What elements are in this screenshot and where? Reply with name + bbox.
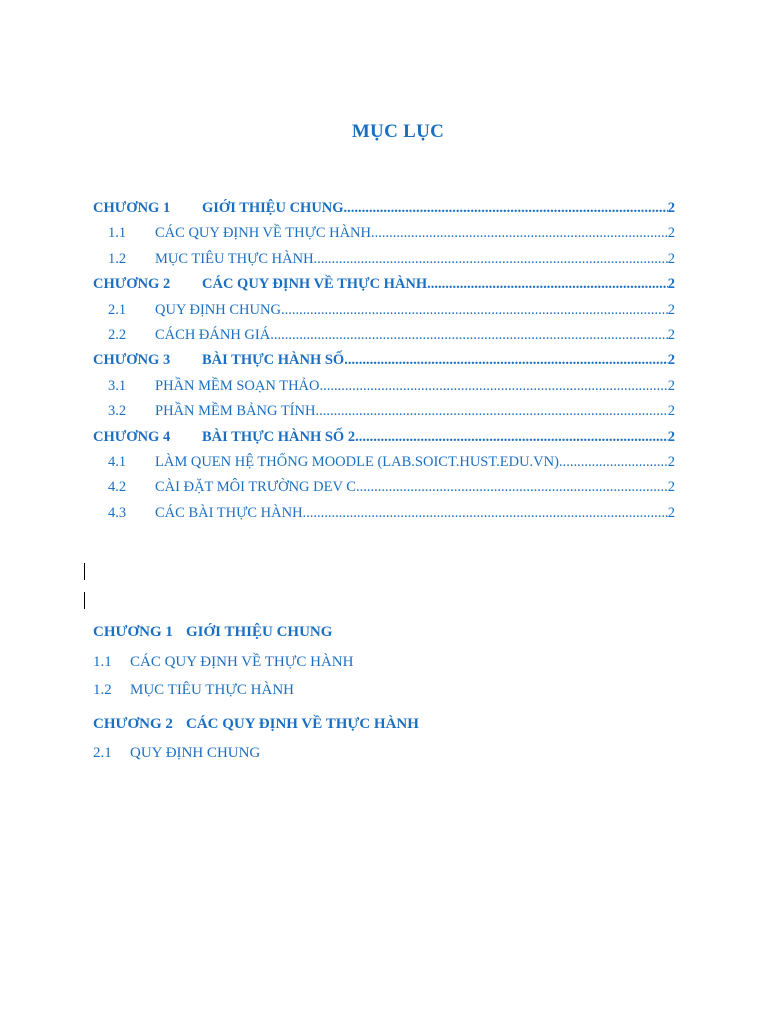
toc-page-number: 2 [667, 377, 675, 394]
toc-dot-leader [355, 429, 668, 446]
toc-entry-title: PHẦN MỀM BẢNG TÍNH [155, 403, 316, 420]
toc-chapter-entry[interactable] [93, 276, 675, 301]
toc-dot-leader [371, 225, 668, 242]
toc-entry-number: 1.1 [108, 225, 127, 242]
toc-section-entry[interactable] [93, 403, 675, 428]
heading-number: 1.2 [93, 682, 112, 698]
toc-entry-title: CÀI ĐẶT MÔI TRƯỜNG DEV C [155, 479, 356, 496]
toc-entry-title: BÀI THỰC HÀNH SỐ 2 [202, 428, 356, 445]
heading-text: GIỚI THIỆU CHUNG [186, 624, 333, 640]
section-heading [93, 745, 260, 762]
toc-entry-number: CHƯƠNG 4 [93, 428, 171, 445]
toc-entry-title: GIỚI THIỆU CHUNG [202, 200, 344, 216]
toc-dot-leader [319, 378, 667, 395]
toc-entry-title: CÁC QUY ĐỊNH VỀ THỰC HÀNH [155, 225, 371, 242]
heading-number: CHƯƠNG 2 [93, 716, 173, 732]
toc-entry-number: CHƯƠNG 3 [93, 352, 171, 369]
heading-text: CÁC QUY ĐỊNH VỀ THỰC HÀNH [130, 654, 354, 670]
toc-entry-number: 3.2 [108, 403, 127, 420]
toc-chapter-entry[interactable] [93, 352, 675, 377]
toc-entry-title: CÁC BÀI THỰC HÀNH [155, 504, 303, 521]
toc-section-entry[interactable] [93, 225, 675, 250]
toc-chapter-entry[interactable] [93, 429, 675, 454]
toc-title: MỤC LỤC [351, 121, 445, 142]
text-cursor [84, 563, 85, 580]
chapter-heading [93, 624, 332, 641]
toc-entry-title: CÁC QUY ĐỊNH VỀ THỰC HÀNH [202, 276, 428, 293]
toc-section-entry[interactable] [93, 505, 675, 530]
toc-page-number: 2 [667, 428, 675, 445]
toc-page-number: 2 [667, 301, 675, 318]
toc-dot-leader [303, 505, 668, 522]
toc-entry-number: 4.1 [108, 453, 127, 470]
toc-entry-number: 1.2 [108, 250, 127, 267]
toc-entry-number: 4.2 [108, 479, 127, 496]
toc-section-entry[interactable] [93, 302, 675, 327]
toc-section-entry[interactable] [93, 327, 675, 352]
toc-entry-title: MỤC TIÊU THỰC HÀNH [155, 250, 314, 267]
toc-page-number: 2 [667, 403, 675, 420]
toc-entry-title: LÀM QUEN HỆ THỐNG MOODLE (LAB.SOICT.HUST.EDU.VN) [155, 453, 559, 470]
toc-entry-number: CHƯƠNG 1 [93, 200, 171, 216]
toc-page-number: 2 [667, 276, 675, 293]
table-of-contents [93, 200, 675, 530]
heading-number: CHƯƠNG 1 [93, 624, 173, 640]
section-heading [93, 654, 353, 671]
toc-section-entry[interactable] [93, 378, 675, 403]
toc-page-number: 2 [667, 479, 675, 496]
toc-entry-number: 4.3 [108, 504, 127, 521]
toc-page-number: 2 [667, 504, 675, 521]
toc-entry-title: QUY ĐỊNH CHUNG [155, 301, 281, 318]
toc-entry-number: 2.2 [108, 326, 127, 343]
toc-section-entry[interactable] [93, 251, 675, 276]
toc-page-number: 2 [667, 326, 675, 343]
toc-entry-number: 3.1 [108, 377, 127, 394]
toc-page-number: 2 [667, 225, 675, 242]
toc-dot-leader [427, 276, 668, 293]
toc-dot-leader [344, 352, 668, 369]
toc-dot-leader [315, 403, 667, 420]
toc-page-number: 2 [667, 200, 675, 216]
toc-dot-leader [314, 251, 668, 268]
toc-page-number: 2 [667, 453, 675, 470]
toc-dot-leader [281, 302, 668, 319]
toc-entry-title: CÁCH ĐÁNH GIÁ [155, 326, 271, 343]
toc-chapter-entry[interactable] [93, 200, 675, 225]
heading-text: MỤC TIÊU THỰC HÀNH [130, 682, 295, 698]
section-heading [93, 682, 294, 699]
toc-section-entry[interactable] [93, 454, 675, 479]
heading-number: 2.1 [93, 745, 112, 761]
chapter-heading [93, 716, 419, 733]
toc-dot-leader [559, 454, 668, 471]
toc-entry-number: CHƯƠNG 2 [93, 276, 171, 293]
text-cursor [84, 592, 85, 609]
toc-page-number: 2 [667, 352, 675, 369]
toc-dot-leader [356, 479, 668, 496]
heading-number: 1.1 [93, 654, 112, 670]
toc-dot-leader [344, 200, 668, 217]
toc-entry-title: PHẦN MỀM SOẠN THẢO [155, 377, 320, 394]
toc-page-number: 2 [667, 250, 675, 267]
heading-text: CÁC QUY ĐỊNH VỀ THỰC HÀNH [186, 716, 419, 732]
toc-dot-leader [270, 327, 668, 344]
toc-entry-title: BÀI THỰC HÀNH SỐ [202, 352, 345, 369]
toc-section-entry[interactable] [93, 479, 675, 504]
heading-text: QUY ĐỊNH CHUNG [130, 745, 261, 761]
toc-entry-number: 2.1 [108, 301, 127, 318]
